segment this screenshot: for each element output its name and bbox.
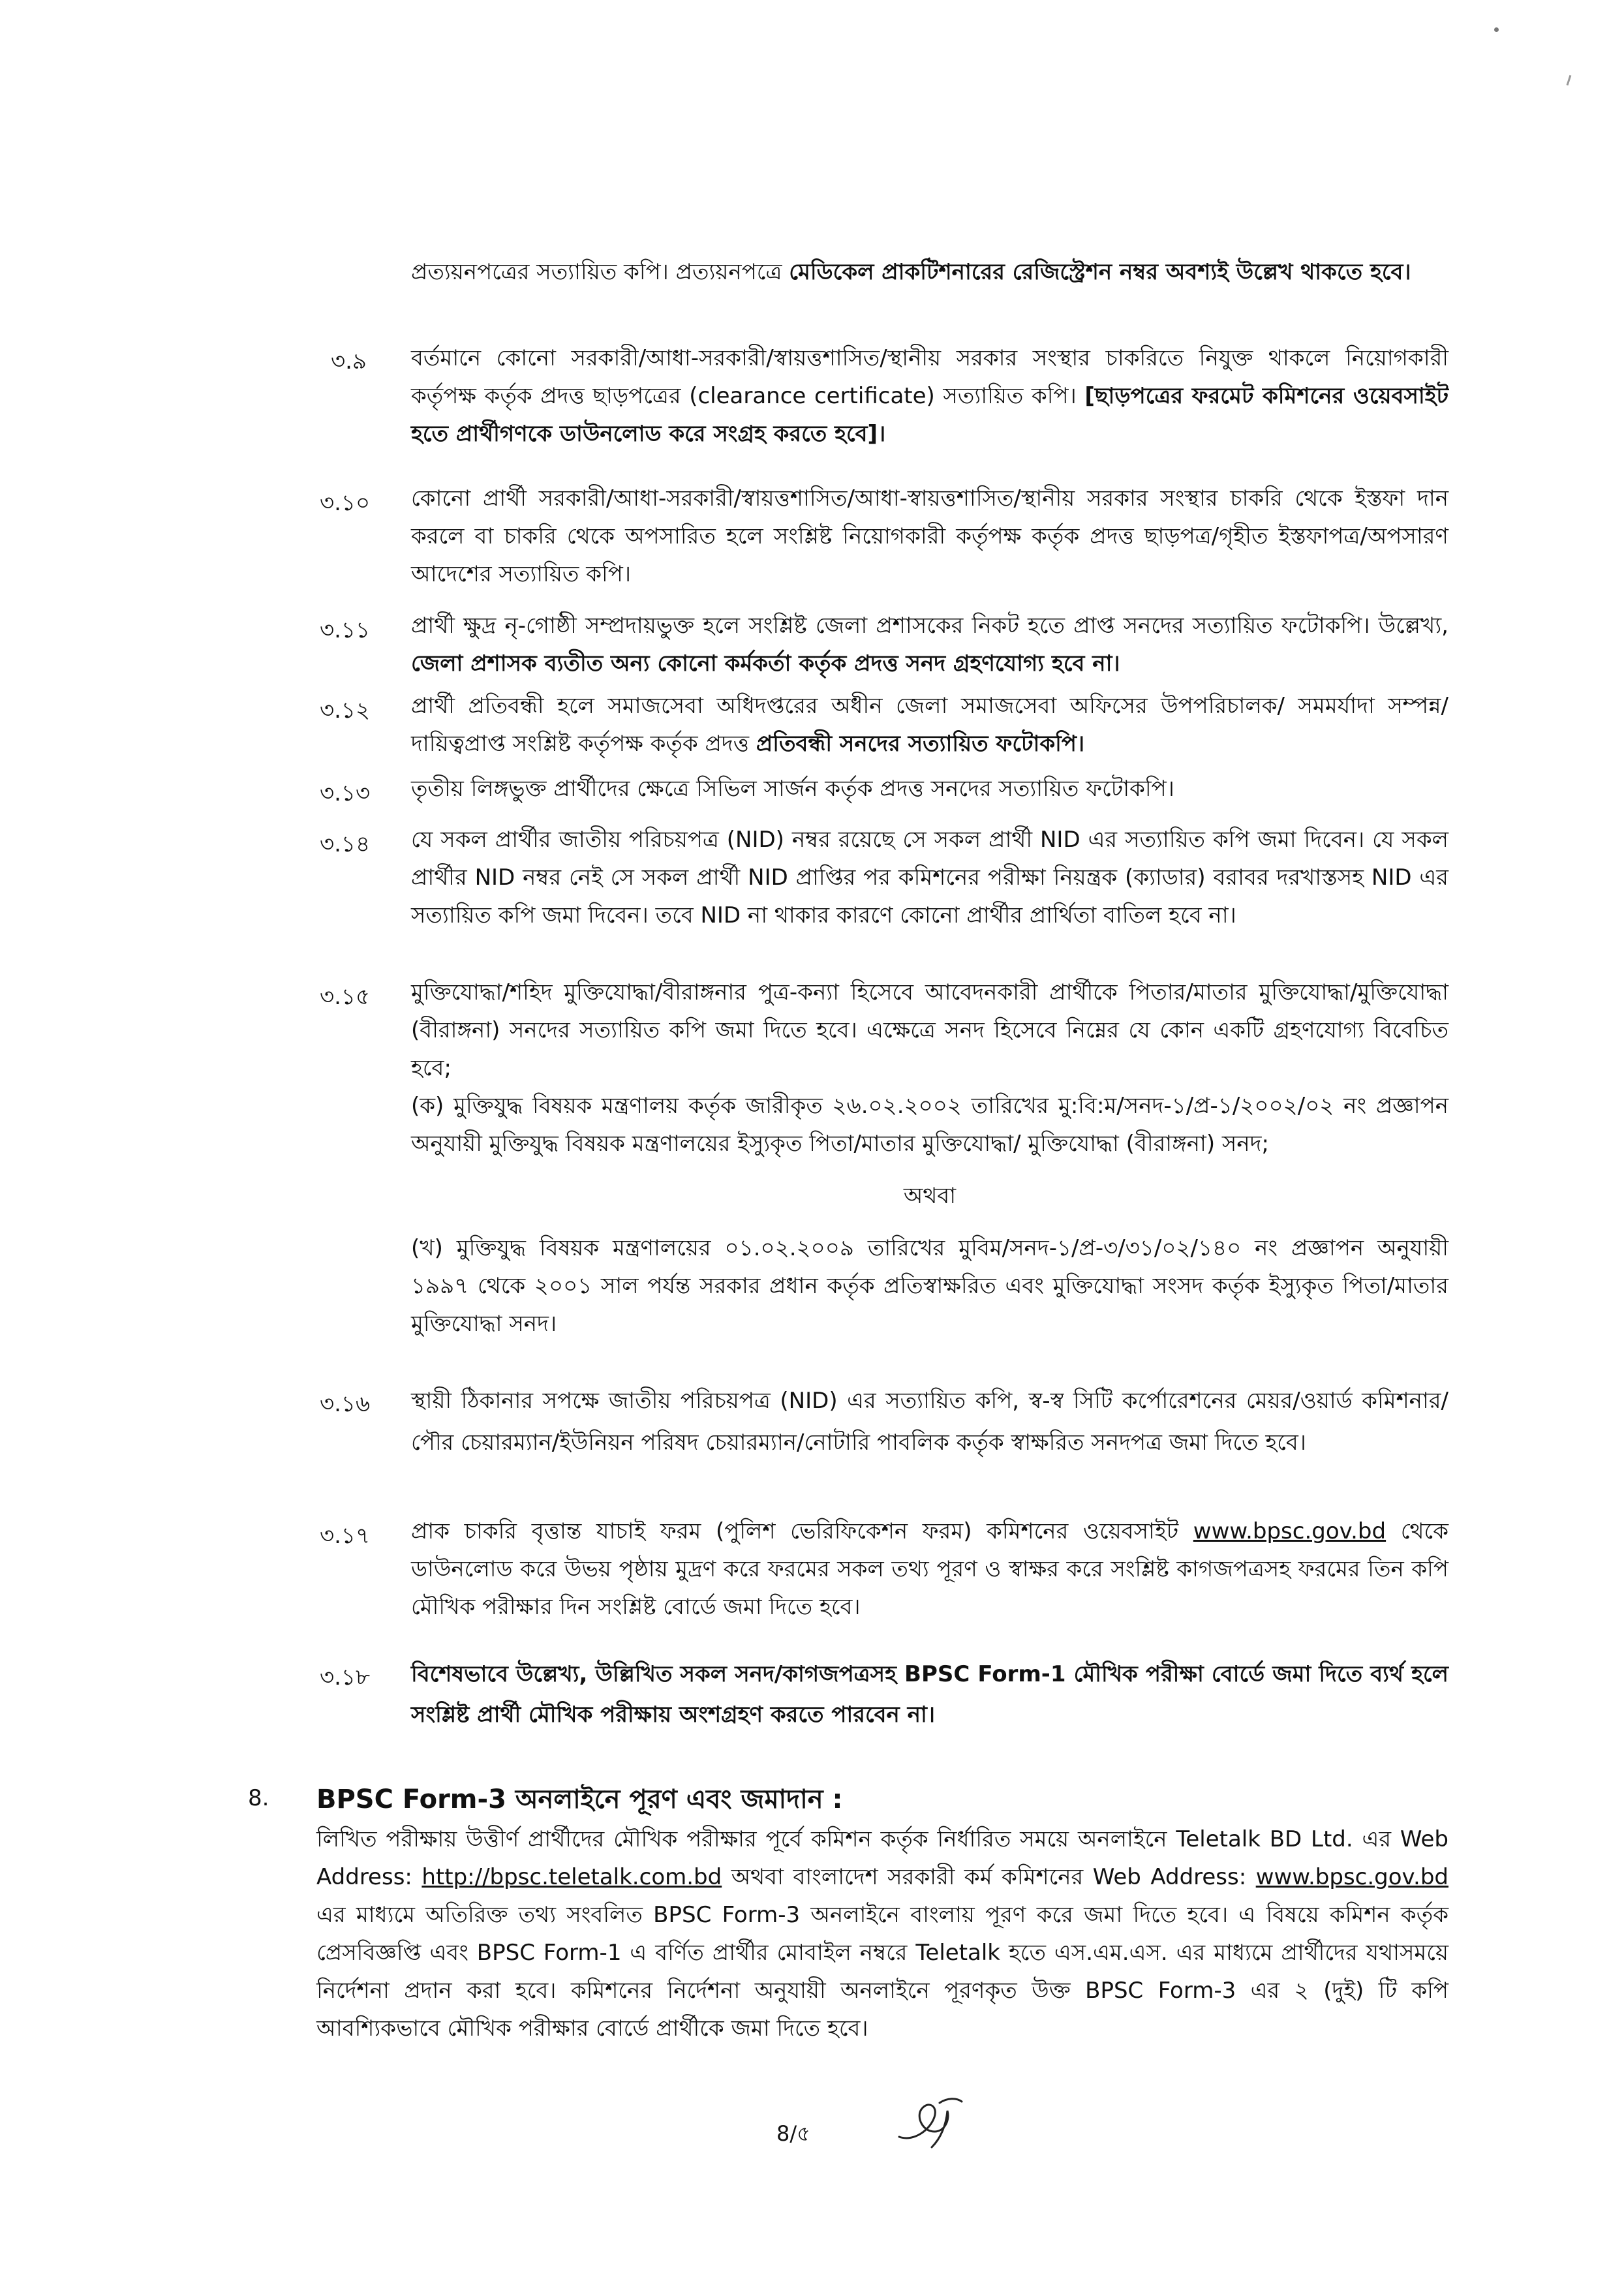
section-3-11 — [411, 607, 1448, 682]
page-number: 8/৫ — [776, 2121, 810, 2146]
paragraph-text: প্রার্থী ক্ষুদ্র নৃ-গোষ্ঠী সম্প্রদায়ভুক্ত হলে সংশ্লিষ্ট জেলা প্রশাসকের নিকট হতে প্রাপ্ত সনদের সত্যায়িত ফটোকপি। উল্লেখ্য, — [411, 613, 1448, 639]
bold-note: জেলা প্রশাসক ব্যতীত অন্য কোনো কর্মকর্তা কর্তৃক প্রদত্ত সনদ গ্রহণযোগ্য হবে না। — [411, 651, 1120, 677]
paragraph-text: তৃতীয় লিঙ্গভুক্ত প্রার্থীদের ক্ষেত্রে সিভিল সার্জন কর্তৃক প্রদত্ত সনদের সত্যায়িত ফটোকপি। — [411, 776, 1174, 802]
bpsc-website-link[interactable]: www.bpsc.gov.bd — [1193, 1518, 1387, 1544]
scan-mark — [1567, 75, 1572, 85]
bold-note: বিশেষভাবে উল্লেখ্য, উল্লিখিত সকল সনদ/কাগজপত্রসহ BPSC Form-1 মৌখিক পরীক্ষা বোর্ডে জমা দিতে ব্যর্থ হলে সংশ্লিষ্ট প্রার্থী মৌখিক পরীক্ষায় অংশগ্রহণ করতে পারবেন না। — [411, 1661, 1448, 1728]
section-3-10 — [411, 480, 1448, 593]
section-3-9 — [411, 339, 1448, 453]
section-number: ৩.১৭ — [320, 1523, 371, 1549]
paragraph-text: লিখিত পরীক্ষায় উত্তীর্ণ প্রার্থীদের মৌখিক পরীক্ষার পূর্বে কমিশন কর্তৃক নির্ধারিত সময়ে অনলাইনে Teletalk BD Ltd. এর Web Address: — [316, 1826, 1448, 1890]
bold-note: [ছাড়পত্রের ফরমেট কমিশনের ওয়েবসাইট হতে প্রার্থীগণকে ডাউনলোড করে সংগ্রহ করতে হবে]। — [411, 383, 1448, 447]
section-4-heading: BPSC Form-3 অনলাইনে পূরণ এবং জমাদান : — [316, 1784, 843, 1814]
paragraph-text: অথবা বাংলাদেশ সরকারী কর্ম কমিশনের Web Address: — [722, 1864, 1256, 1890]
section-3-15 — [411, 973, 1448, 1343]
section-number: ৩.১৬ — [320, 1391, 371, 1417]
section-number: ৩.১২ — [320, 697, 371, 724]
paragraph-text: প্রাক চাকরি বৃত্তান্ত যাচাই ফরম (পুলিশ ভেরিফিকেশন ফরম) কমিশনের ওয়েবসাইট — [411, 1518, 1193, 1544]
paragraph-text: প্রার্থী প্রতিবন্ধী হলে সমাজসেবা অধিদপ্তরের অধীন জেলা সমাজসেবা অফিসের উপপরিচালক/ সমমর্যাদা সম্পন্ন/দায়িত্বপ্রাপ্ত সংশ্লিষ্ট কর্তৃপক্ষ কর্তৃক প্রদত্ত — [411, 693, 1448, 757]
section-3-14 — [411, 821, 1448, 934]
paragraph-text: বর্তমানে কোনো সরকারী/আধা-সরকারী/স্বায়ত্তশাসিত/স্থানীয় সরকার সংস্থার চাকরিতে নিযুক্ত থাকলে নিয়োগকারী কর্তৃপক্ষ কর্তৃক প্রদত্ত ছাড়পত্রের (clearance certificate) সত্যায়িত কপি। — [411, 345, 1448, 409]
option-kha: (খ) মুক্তিযুদ্ধ বিষয়ক মন্ত্রণালয়ের ০১.০২.২০০৯ তারিখের মুবিম/সনদ-১/প্র-৩/৩১/০২/১৪০ নং প্রজ্ঞাপন অনুযায়ী ১৯৯৭ থেকে ২০০১ সাল পর্যন্ত সরকার প্রধান কর্তৃক প্রতিস্বাক্ষরিত এবং মুক্তিযোদ্ধা সংসদ কর্তৃক ইস্যুকৃত পিতা/মাতার মুক্তিযোদ্ধা সনদ। — [411, 1235, 1448, 1337]
paragraph-text: যে সকল প্রার্থীর জাতীয় পরিচয়পত্র (NID) নম্বর রয়েছে সে সকল প্রার্থী NID এর সত্যায়িত কপি জমা দিবেন। যে সকল প্রার্থীর NID নম্বর নেই সে সকল প্রার্থী NID প্রাপ্তির পর কমিশনের পরীক্ষা নিয়ন্ত্রক (ক্যাডার) বরাবর দরখাস্তসহ NID এর সত্যায়িত কপি জমা দিবেন। তবে NID না থাকার কারণে কোনো প্রার্থীর প্রার্থিতা বাতিল হবে না। — [411, 827, 1448, 928]
section-3-18 — [411, 1654, 1448, 1735]
section-3-12 — [411, 687, 1448, 763]
paragraph-text: থেকে ডাউনলোড করে উভয় পৃষ্ঠায় মুদ্রণ করে ফরমের সকল তথ্য পূরণ ও স্বাক্ষর করে সংশ্লিষ্ট কাগজপত্রসহ ফরমের তিন কপি মৌখিক পরীক্ষার দিন সংশ্লিষ্ট বোর্ডে জমা দিতে হবে। — [411, 1518, 1449, 1620]
section-number: ৩.১৩ — [320, 780, 371, 806]
scan-speck — [1494, 27, 1499, 32]
section-number: 8. — [248, 1785, 269, 1811]
paragraph-text: স্থায়ী ঠিকানার সপক্ষে জাতীয় পরিচয়পত্র (NID) এর সত্যায়িত কপি, স্ব-স্ব সিটি কর্পোরেশনের মেয়র/ওয়ার্ড কমিশনার/পৌর চেয়ারম্যান/ইউনিয়ন পরিষদ চেয়ারম্যান/নোটারি পাবলিক কর্তৃক স্বাক্ষরিত সনদপত্র জমা দিতে হবে। — [411, 1388, 1448, 1456]
paragraph-text: এর মাধ্যমে অতিরিক্ত তথ্য সংবলিত BPSC Form-3 অনলাইনে বাংলায় পূরণ করে জমা দিতে হবে। এ বিষয়ে কমিশন কর্তৃক প্রেসবিজ্ঞপ্তি এবং BPSC Form-1 এ বর্ণিত প্রার্থীর মোবাইল নম্বরে Teletalk হতে এস.এম.এস. এর মাধ্যমে প্রার্থীদের যথাসময়ে নির্দেশনা প্রদান করা হবে। কমিশনের নির্দেশনা অনুযায়ী অনলাইনে পূরণকৃত উক্ত BPSC Form-3 এর ২ (দুই) টি কপি আবশ্যিকভাবে মৌখিক পরীক্ষার বোর্ডে প্রার্থীকে জমা দিতে হবে। — [316, 1902, 1448, 2042]
section-3-16 — [411, 1380, 1448, 1463]
bold-note: প্রতিবন্ধী সনদের সত্যায়িত ফটোকপি। — [756, 731, 1085, 757]
section-number: ৩.৯ — [331, 348, 367, 375]
or-separator: অথবা — [903, 1183, 957, 1209]
section-3-17 — [411, 1512, 1448, 1626]
section-number: ৩.১৪ — [320, 831, 371, 857]
section-number: ৩.১৫ — [320, 984, 371, 1010]
bold-note: মেডিকেল প্রাকটিশনারের রেজিস্ট্রেশন নম্বর অবশ্যই উল্লেখ থাকতে হবে। — [789, 259, 1411, 285]
section-number: ৩.১০ — [320, 490, 371, 516]
bpsc-website-link[interactable]: www.bpsc.gov.bd — [1255, 1864, 1449, 1890]
section-number: ৩.১১ — [320, 617, 371, 643]
section-3-13 — [411, 770, 1448, 808]
teletalk-link[interactable]: http://bpsc.teletalk.com.bd — [421, 1864, 722, 1890]
initials-signature — [894, 2091, 966, 2153]
section-4 — [316, 1820, 1448, 2047]
option-ka: (ক) মুক্তিযুদ্ধ বিষয়ক মন্ত্রণালয় কর্তৃক জারীকৃত ২৬.০২.২০০২ তারিখের মু:বি:ম/সনদ-১/প্র-১/২০০২/০২ নং প্রজ্ঞাপন অনুযায়ী মুক্তিযুদ্ধ বিষয়ক মন্ত্রণালয়ের ইস্যুকৃত পিতা/মাতার মুক্তিযোদ্ধা/ মুক্তিযোদ্ধা (বীরাঙ্গনা) সনদ; — [411, 1093, 1448, 1157]
section-number: ৩.১৮ — [320, 1664, 371, 1691]
paragraph-text: প্রত্যয়নপত্রের সত্যায়িত কপি। প্রত্যয়নপত্রে — [411, 259, 789, 285]
paragraph-text: মুক্তিযোদ্ধা/শহিদ মুক্তিযোদ্ধা/বীরাঙ্গনার পুত্র-কন্যা হিসেবে আবেদনকারী প্রার্থীকে পিতার/মাতার মুক্তিযোদ্ধা/মুক্তিযোদ্ধা (বীরাঙ্গনা) সনদের সত্যায়িত কপি জমা দিতে হবে। এক্ষেত্রে সনদ হিসেবে নিম্নের যে কোন একটি গ্রহণযোগ্য বিবেচিত হবে; — [411, 979, 1448, 1081]
section-3-8-continuation — [411, 253, 1448, 291]
paragraph-text: কোনো প্রার্থী সরকারী/আধা-সরকারী/স্বায়ত্তশাসিত/আধা-স্বায়ত্তশাসিত/স্থানীয় সরকার সংস্থার চাকরি থেকে ইস্তফা দান করলে বা চাকরি থেকে অপসারিত হলে সংশ্লিষ্ট নিয়োগকারী কর্তৃপক্ষ কর্তৃক প্রদত্ত ছাড়পত্র/গৃহীত ইস্তফাপত্র/অপসারণ আদেশের সত্যায়িত কপি। — [411, 485, 1448, 587]
